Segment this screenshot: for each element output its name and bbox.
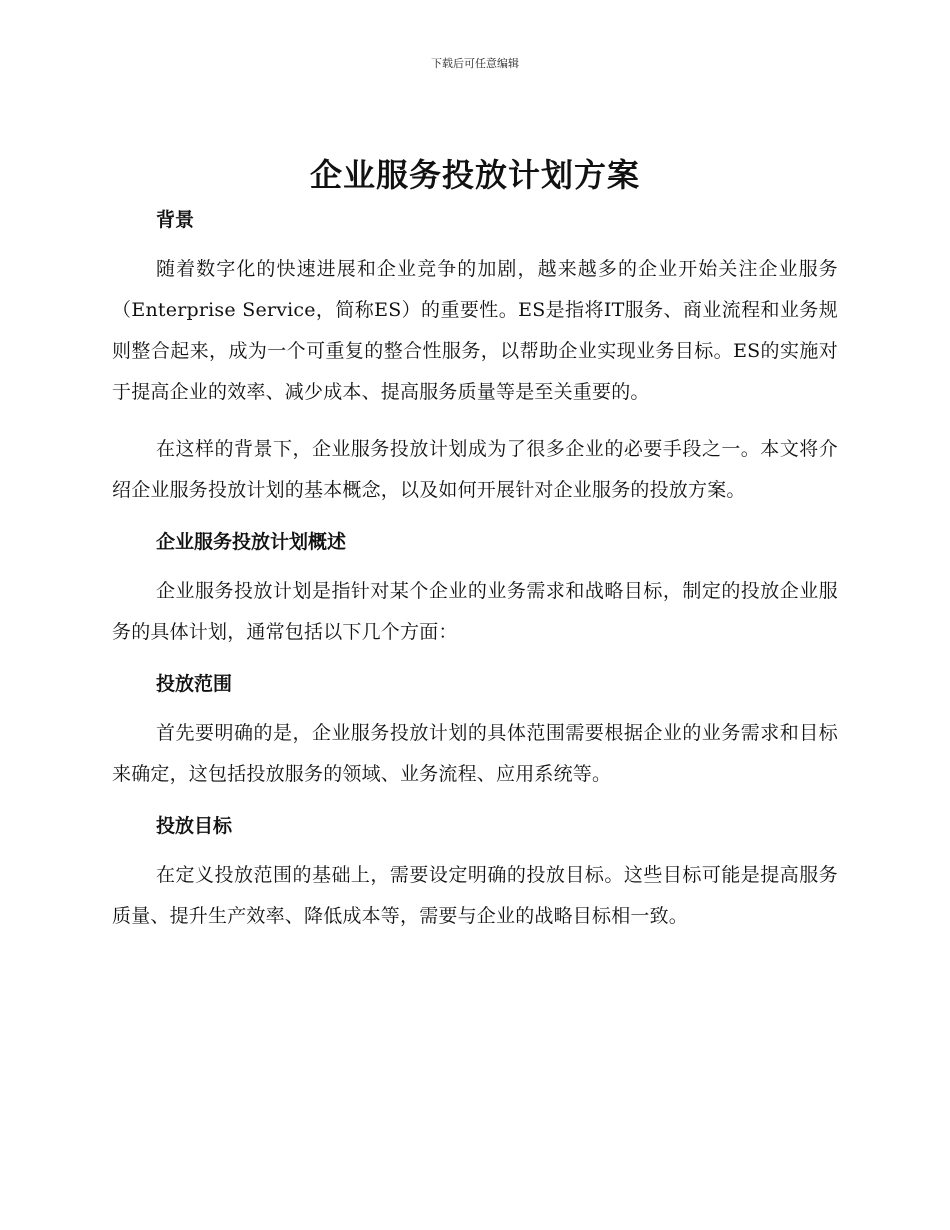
paragraph-goals-1: 在定义投放范围的基础上，需要设定明确的投放目标。这些目标可能是提高服务质量、提升生产效率、降低成本等，需要与企业的战略目标相一致。 — [112, 864, 838, 927]
section-heading-background: 背景 — [156, 209, 195, 231]
header-note: 下载后可任意编辑 — [431, 57, 519, 70]
paragraph-background-2: 在这样的背景下，企业服务投放计划成为了很多企业的必要手段之一。本文将介绍企业服务投放计划的基本概念，以及如何开展针对企业服务的投放方案。 — [112, 438, 838, 501]
section-heading-goals: 投放目标 — [156, 815, 233, 837]
paragraph-overview-1: 企业服务投放计划是指针对某个企业的业务需求和战略目标，制定的投放企业服务的具体计划，通常包括以下几个方面： — [112, 580, 838, 643]
section-heading-scope: 投放范围 — [156, 673, 233, 695]
paragraph-background-1: 随着数字化的快速进展和企业竞争的加剧，越来越多的企业开始关注企业服务（Enterprise Service，简称ES）的重要性。ES是指将IT服务、商业流程和业务规则整合起来，成为一个可重复的整合性服务，以帮助企业实现业务目标。ES的实施对于提高企业的效率、减少成本、提高服务质量等是至关重要的。 — [112, 258, 838, 403]
section-heading-overview: 企业服务投放计划概述 — [156, 531, 347, 553]
document-body — [112, 205, 838, 937]
paragraph-scope-1: 首先要明确的是，企业服务投放计划的具体范围需要根据企业的业务需求和目标来确定，这包括投放服务的领域、业务流程、应用系统等。 — [112, 722, 838, 785]
document-title: 企业服务投放计划方案 — [309, 156, 640, 194]
